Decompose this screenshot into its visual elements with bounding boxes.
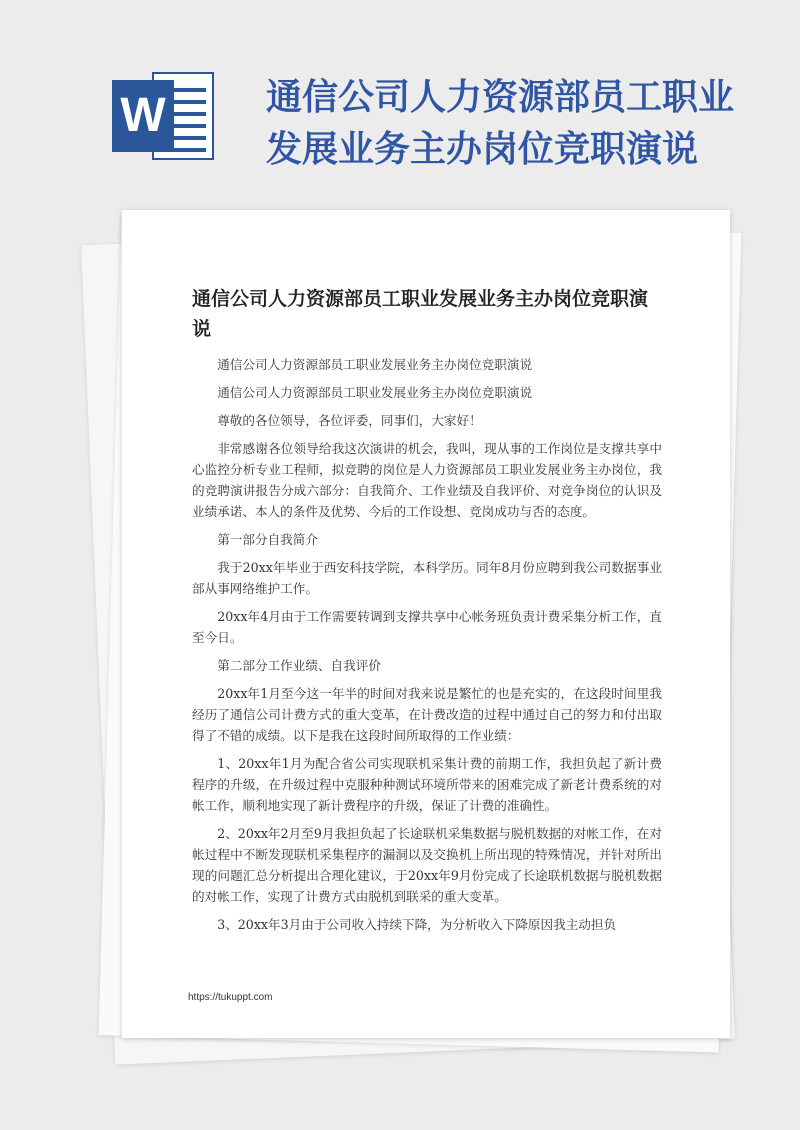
word-doc-icon bbox=[112, 66, 216, 166]
banner-title-line2: 发展业务主办岗位竞职演说 bbox=[266, 129, 699, 170]
paragraph: 通信公司人力资源部员工职业发展业务主办岗位竞职演说 bbox=[217, 357, 533, 372]
paragraph: 20xx年4月由于工作需要转调到支撑共享中心帐务班负责计费采集分析工作，直至今日。 bbox=[192, 609, 662, 645]
banner-title-line1: 通信公司人力资源部员工职业 bbox=[266, 77, 735, 118]
banner-title bbox=[266, 72, 766, 176]
paragraph: 我于20xx年毕业于西安科技学院，本科学历。同年8月份应聘到我公司数据事业部从事网络维护工作。 bbox=[192, 560, 662, 596]
section-heading: 第一部分自我简介 bbox=[217, 532, 318, 547]
paragraph: 非常感谢各位领导给我这次演讲的机会，我叫，现从事的工作岗位是支撑共享中心监控分析专业工程师，拟竞聘的岗位是人力资源部员工职业发展业务主办岗位，我的竞聘演讲报告分成六部分：自我简介、工作业绩及自我评价、对竞争岗位的认识及业绩承诺、本人的条件及优势、今后的工作设想、竞岗成功与否的态度。 bbox=[192, 441, 662, 519]
paragraph: 20xx年1月至今这一年半的时间对我来说是繁忙的也是充实的，在这段时间里我经历了通信公司计费方式的重大变革，在计费改造的过程中通过自己的努力和付出取得了不错的成绩。以下是我在这段时间所取得的工作业绩： bbox=[192, 686, 662, 743]
word-letter-badge: W bbox=[112, 80, 174, 152]
document-title: 通信公司人力资源部员工职业发展业务主办岗位竞职演说 bbox=[192, 288, 649, 340]
footer-url: https://tukuppt.com bbox=[188, 992, 273, 1003]
document-body bbox=[192, 354, 662, 942]
paragraph: 3、20xx年3月由于公司收入持续下降，为分析收入下降原因我主动担负 bbox=[217, 917, 617, 932]
document-page bbox=[122, 210, 730, 1038]
paragraph: 2、20xx年2月至9月我担负起了长途联机采集数据与脱机数据的对帐工作，在对帐过程中不断发现联机采集程序的漏洞以及交换机上所出现的特殊情况，并针对所出现的问题汇总分析提出合理化建议，于20xx年9月份完成了长途联机数据与脱机数据的对帐工作，实现了计费方式由脱机到联采的重大变革。 bbox=[192, 826, 662, 904]
paragraph: 通信公司人力资源部员工职业发展业务主办岗位竞职演说 bbox=[217, 385, 533, 400]
paragraph: 尊敬的各位领导，各位评委，同事们，大家好！ bbox=[217, 413, 482, 428]
section-heading: 第二部分工作业绩、自我评价 bbox=[217, 658, 381, 673]
paragraph: 1、20xx年1月为配合省公司实现联机采集计费的前期工作，我担负起了新计费程序的升级，在升级过程中克服种种测试环境所带来的困难完成了新老计费系统的对帐工作，顺利地实现了新计费程序的升级，保证了计费的准确性。 bbox=[192, 756, 662, 813]
